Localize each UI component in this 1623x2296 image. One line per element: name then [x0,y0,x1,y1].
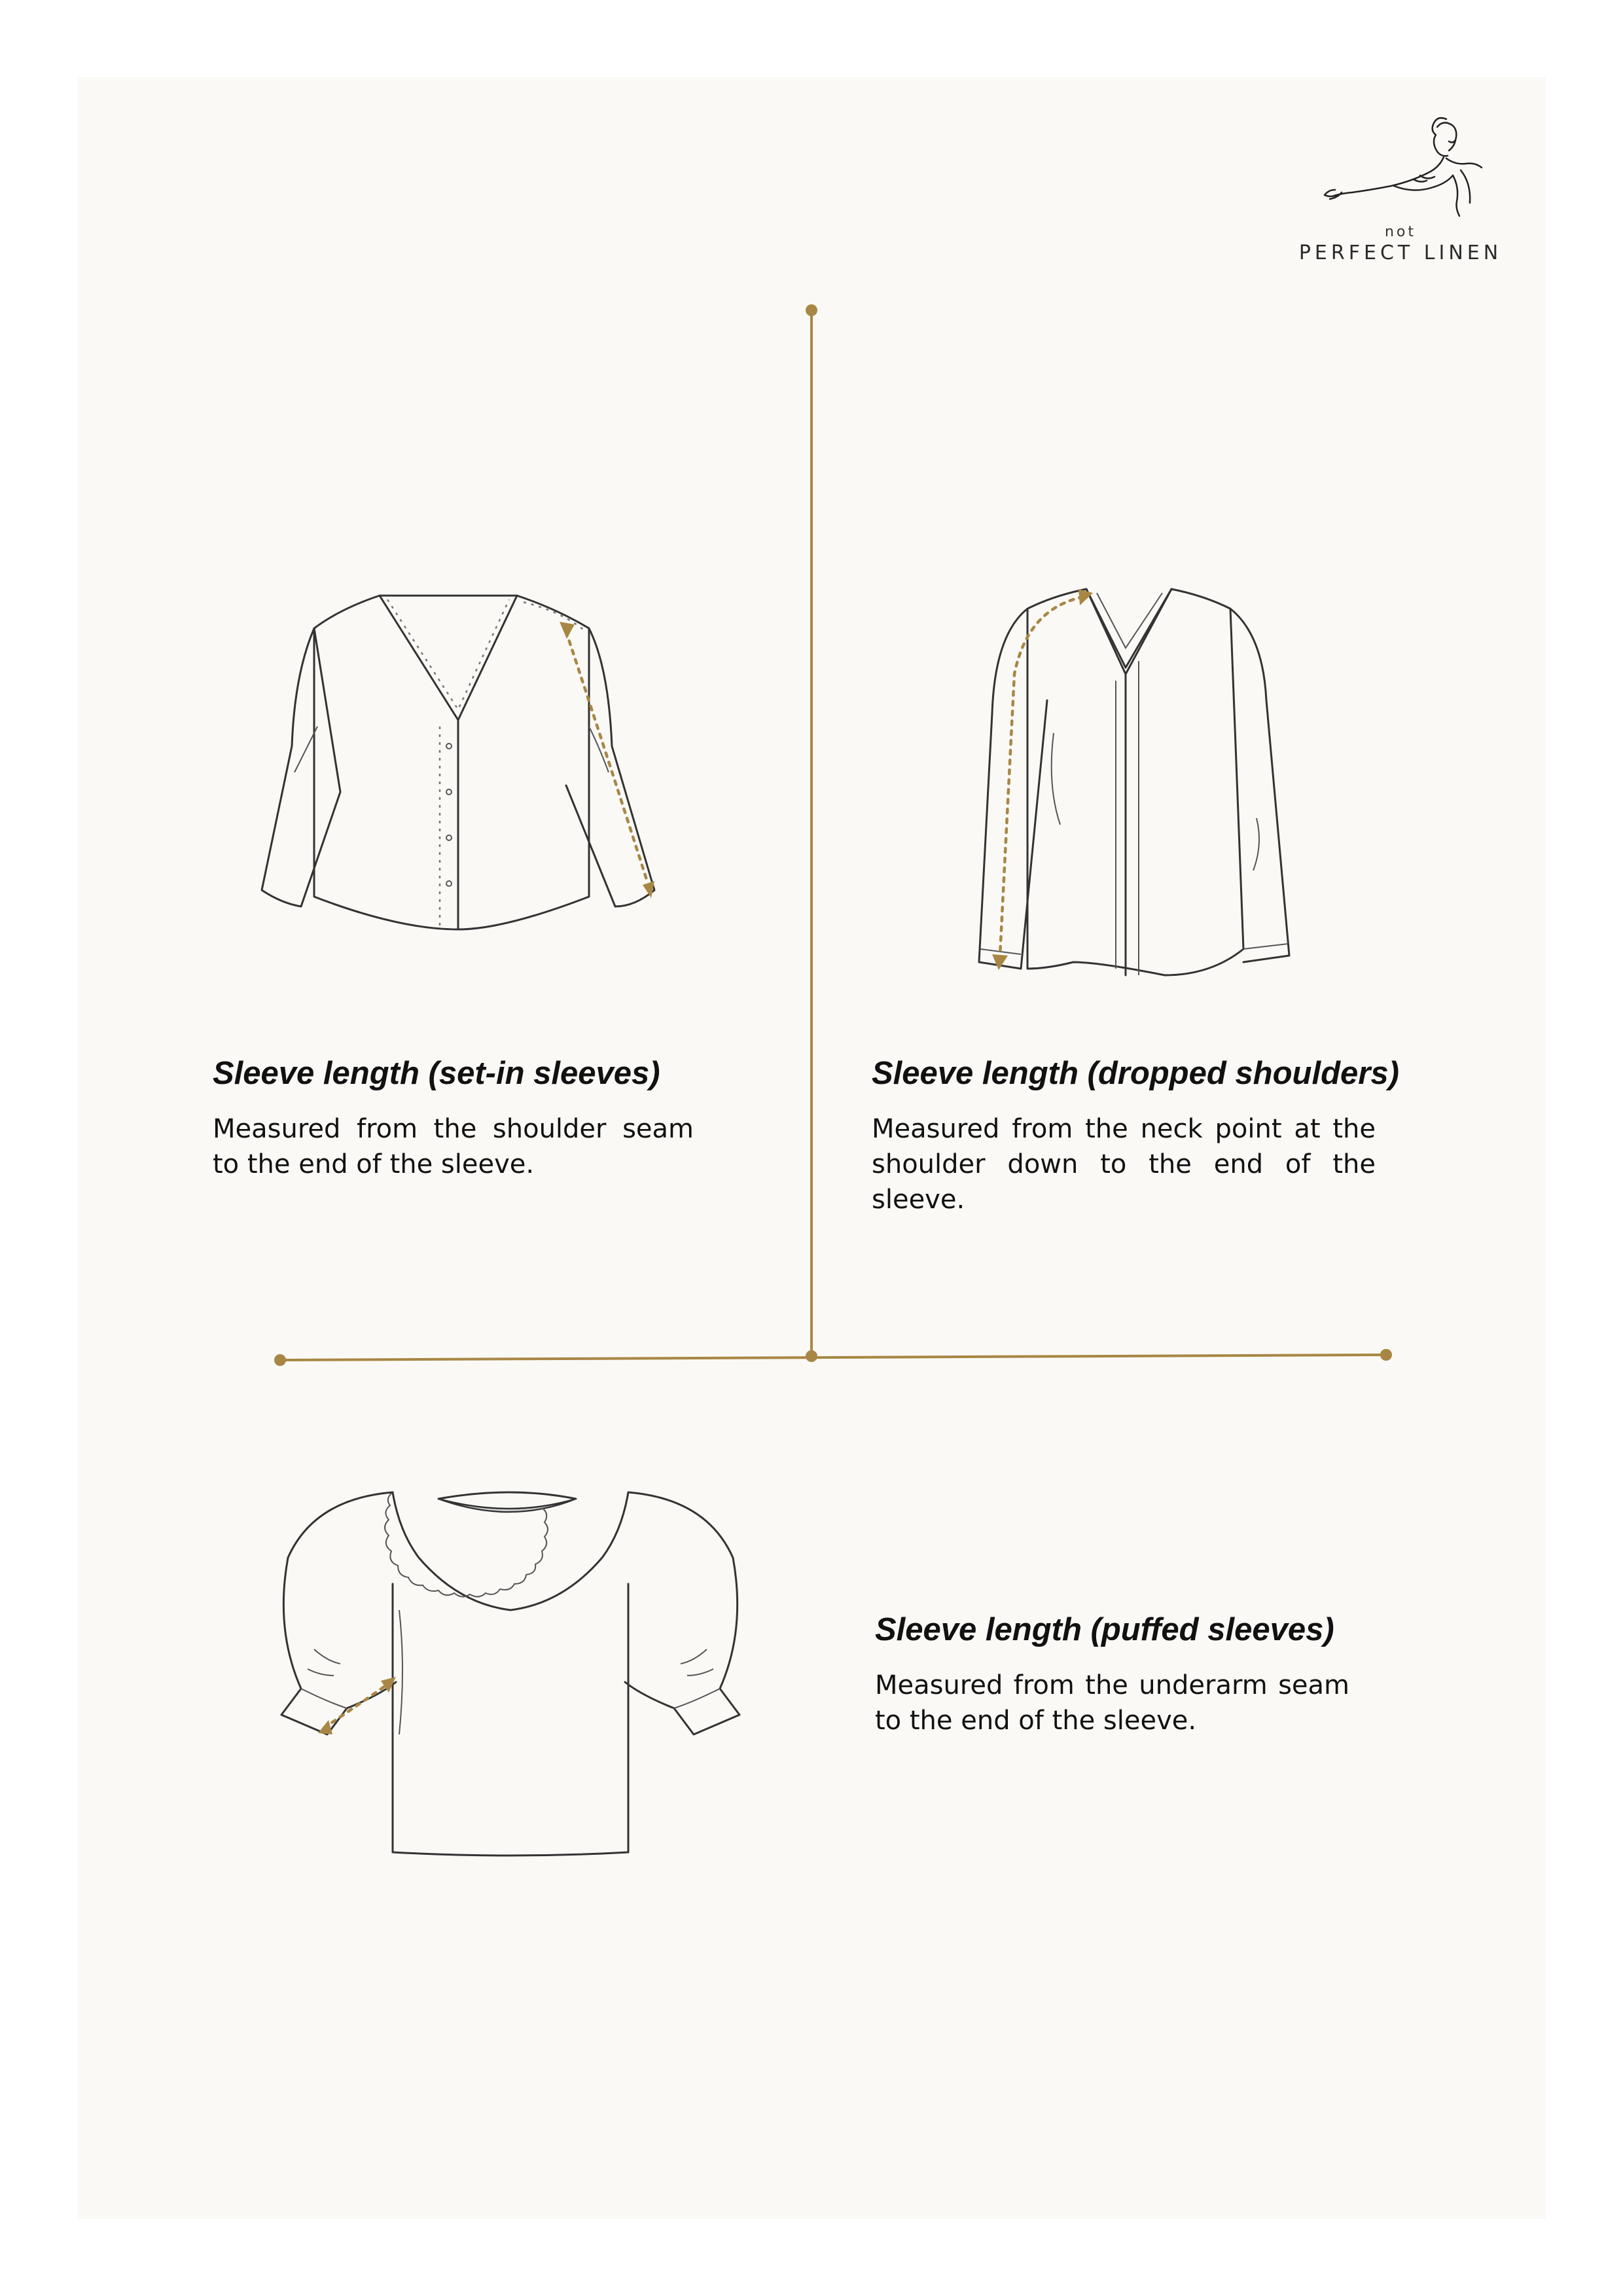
section-title: Sleeve length (puffed sleeves) [875,1612,1334,1647]
divider-dot-right [1380,1349,1392,1361]
section-description: Measured from the underarm seam to the end of the sleeve. [875,1670,1349,1736]
section-description: Measured from the neck point at the shoulder down to the end of the sleeve. [872,1114,1376,1215]
brand-small-text: not [1384,224,1417,240]
brand-logo [1283,111,1518,268]
horizontal-divider [280,1355,1386,1360]
section-description: Measured from the shoulder seam to the end of the sleeve. [213,1114,694,1179]
section-puffed-sleeves [875,1611,1349,1738]
woman-illustration-icon [1315,111,1486,223]
dropped-shoulder-blouse-illustration [969,569,1315,1001]
section-set-in-sleeves [213,1055,694,1182]
brand-name: PERFECT LINEN [1298,242,1503,264]
divider-dot-center [806,1350,817,1362]
puffed-sleeve-blouse-illustration [262,1473,772,1878]
section-title: Sleeve length (dropped shoulders) [872,1056,1399,1091]
section-title: Sleeve length (set-in sleeves) [213,1056,660,1091]
set-in-sleeve-blouse-illustration [242,576,674,995]
section-dropped-shoulders [872,1055,1399,1217]
divider-dot-left [274,1354,286,1366]
divider-dot-top [806,304,817,316]
